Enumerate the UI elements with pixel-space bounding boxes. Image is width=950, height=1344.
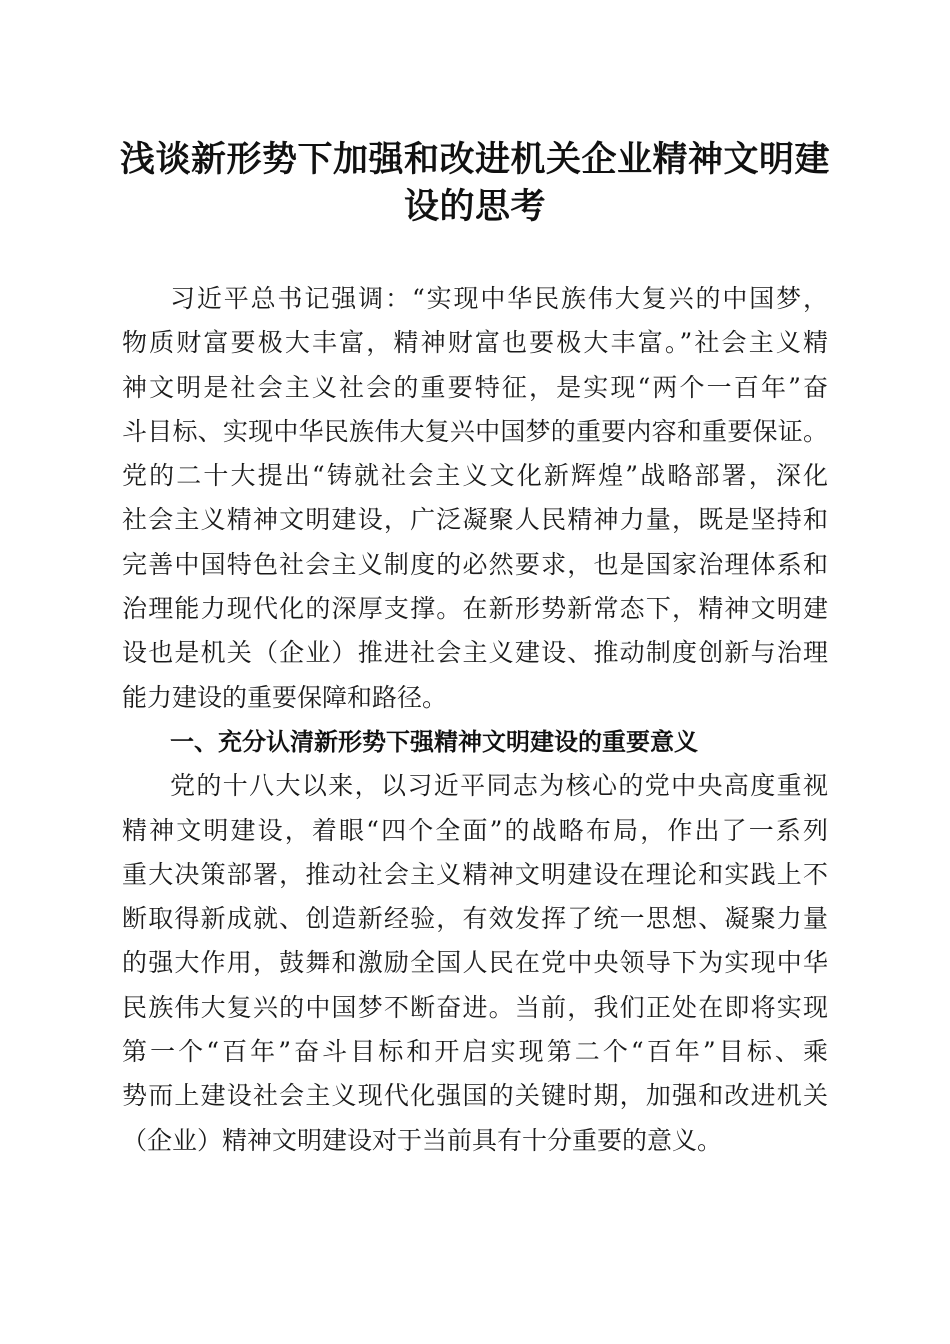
text-line: 设也是机关（企业）推进社会主义建设、推动制度创新与治理	[122, 638, 828, 668]
text-line: 治理能力现代化的深厚支撑。在新形势新常态下，精神文明建	[122, 594, 828, 624]
text-line: 斗目标、实现中华民族伟大复兴中国梦的重要内容和重要保证。	[122, 416, 828, 446]
paragraph-intro	[122, 277, 828, 720]
document-title	[110, 136, 840, 230]
text-line: 完善中国特色社会主义制度的必然要求，也是国家治理体系和	[122, 549, 828, 579]
text-line: 断取得新成就、创造新经验，有效发挥了统一思想、凝聚力量	[122, 904, 828, 934]
section-heading: 一、充分认清新形势下强精神文明建设的重要意义	[170, 727, 698, 756]
text-line: 重大决策部署，推动社会主义精神文明建设在理论和实践上不	[122, 859, 828, 889]
text-line: 物质财富要极大丰富，精神财富也要极大丰富。”社会主义精	[122, 328, 828, 358]
text-line: 党的二十大提出“铸就社会主义文化新辉煌”战略部署，深化	[122, 461, 828, 491]
title-line: 浅谈新形势下加强和改进机关企业精神文明建	[119, 139, 830, 180]
text-line: 神文明是社会主义社会的重要特征，是实现“两个一百年”奋	[122, 372, 828, 402]
text-line: 习近平总书记强调：“实现中华民族伟大复兴的中国梦，	[170, 284, 828, 313]
text-line: （企业）精神文明建设对于当前具有十分重要的意义。	[122, 1125, 723, 1155]
text-line: 第一个“百年”奋斗目标和开启实现第二个“百年”目标、乘	[122, 1037, 828, 1067]
text-line: 的强大作用，鼓舞和激励全国人民在党中央领导下为实现中华	[122, 948, 828, 978]
text-line: 势而上建设社会主义现代化强国的关键时期，加强和改进机关	[122, 1081, 828, 1111]
title-line: 设的思考	[403, 186, 546, 227]
text-line: 能力建设的重要保障和路径。	[122, 682, 448, 712]
text-line: 精神文明建设，着眼“四个全面”的战略布局，作出了一系列	[122, 815, 828, 845]
paragraph-section1	[122, 764, 828, 1163]
text-line: 民族伟大复兴的中国梦不断奋进。当前，我们正处在即将实现	[122, 992, 828, 1022]
document-body	[122, 277, 828, 1163]
text-line: 党的十八大以来，以习近平同志为核心的党中央高度重视	[170, 771, 828, 801]
text-line: 社会主义精神文明建设，广泛凝聚人民精神力量，既是坚持和	[122, 505, 828, 535]
